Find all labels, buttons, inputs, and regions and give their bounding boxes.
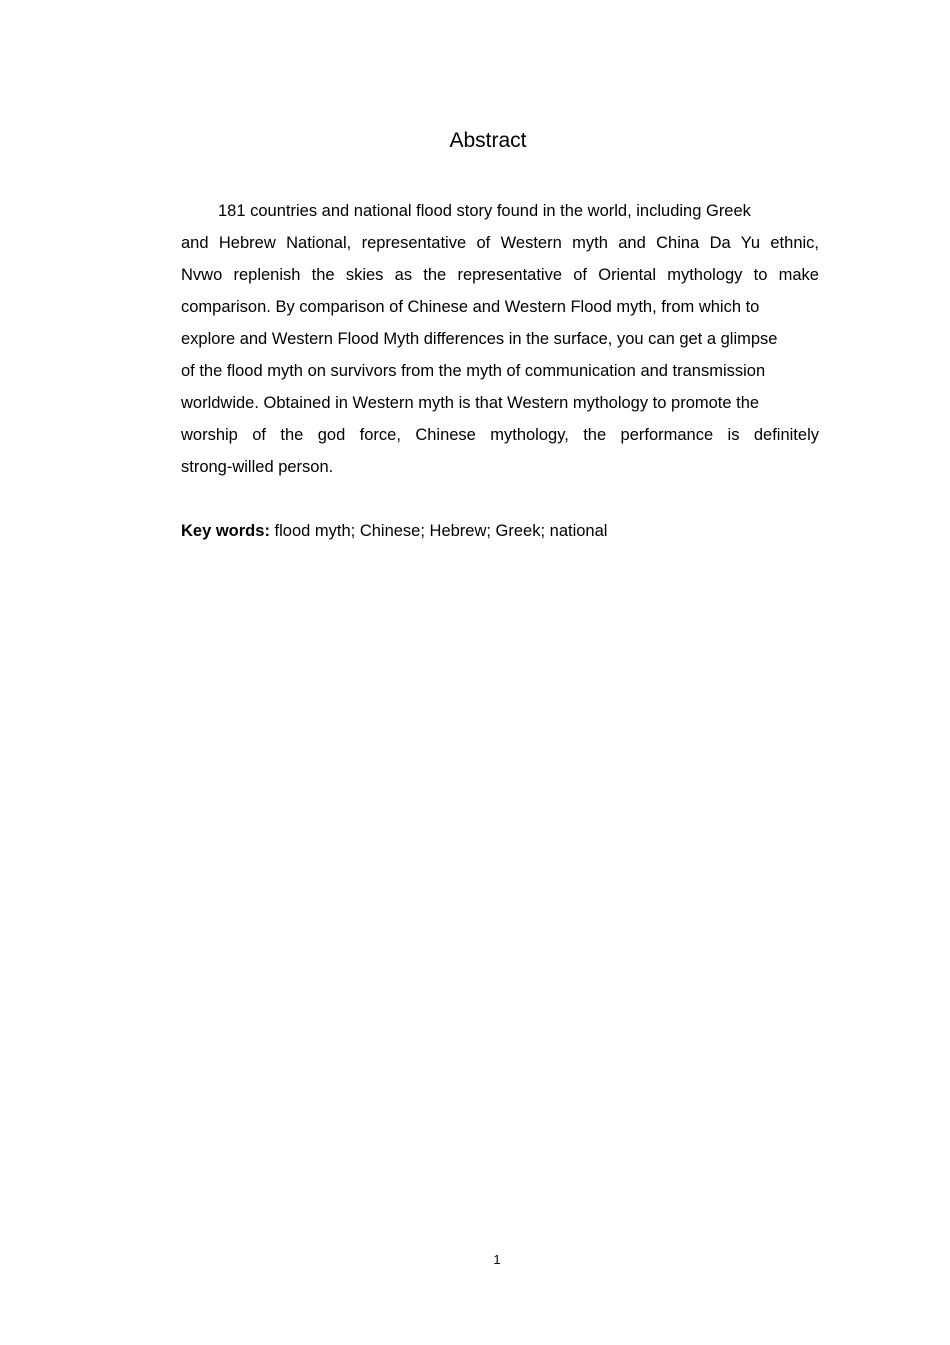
abstract-line: explore and Western Flood Myth differences in the surface, you can get a glimpse — [181, 330, 778, 348]
abstract-line: and Hebrew National, representative of Western myth and China Da Yu ethnic, — [181, 234, 819, 252]
abstract-line: comparison. By comparison of Chinese and Western Flood myth, from which to — [181, 298, 760, 316]
page-title: Abstract — [449, 129, 527, 152]
abstract-line: 181 countries and national flood story found in the world, including Greek — [218, 202, 751, 220]
abstract-line: worship of the god force, Chinese mythology, the performance is definitely — [181, 426, 819, 444]
abstract-body — [181, 197, 819, 485]
abstract-line: worldwide. Obtained in Western myth is that Western mythology to promote the — [181, 394, 760, 412]
abstract-line: strong-willed person. — [181, 458, 334, 476]
keywords-paragraph — [181, 517, 607, 545]
keywords-text: flood myth; Chinese; Hebrew; Greek; national — [274, 522, 608, 540]
page-number: 1 — [493, 1252, 501, 1267]
keywords-label: Key words: — [181, 522, 270, 540]
abstract-line: Nvwo replenish the skies as the representative of Oriental mythology to make — [181, 266, 819, 284]
abstract-line: of the flood myth on survivors from the myth of communication and transmission — [181, 362, 766, 380]
